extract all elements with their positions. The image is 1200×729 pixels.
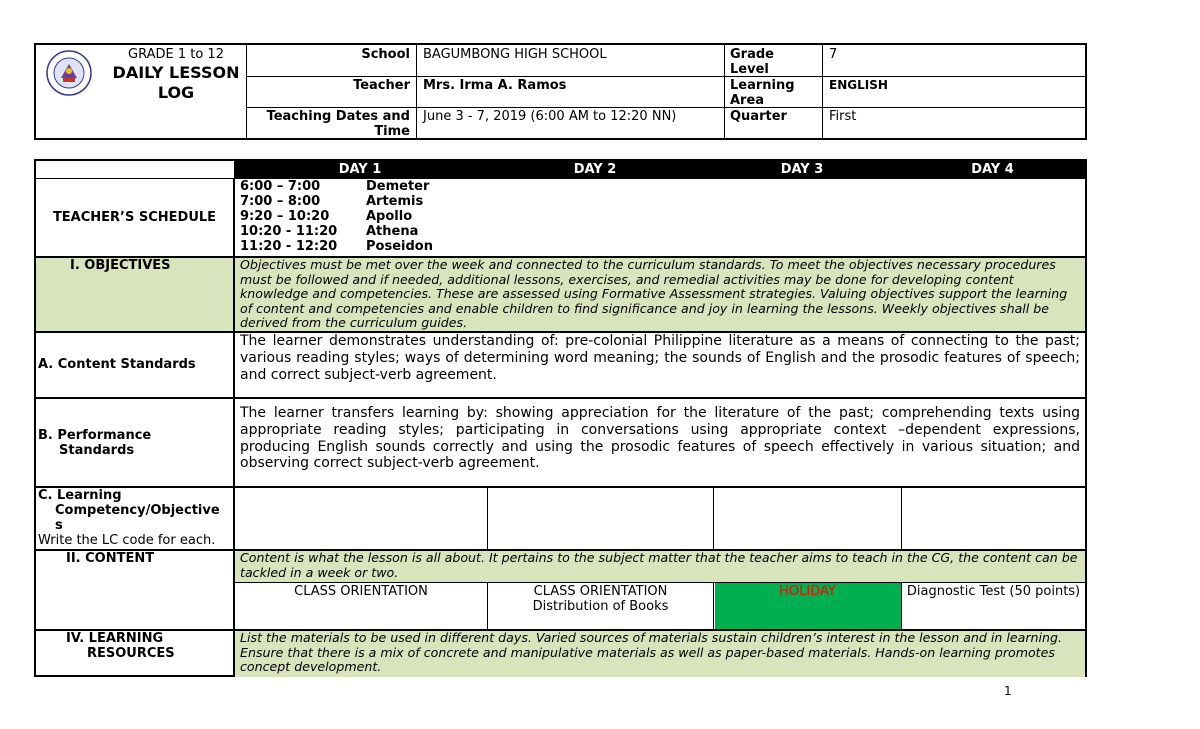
schedule-row: 10:20 - 11:20 Athena <box>240 224 419 239</box>
quarter-value: First <box>829 109 857 124</box>
learning-area-label: Learning Area <box>730 78 795 108</box>
teacher-label: Teacher <box>353 78 410 93</box>
objectives-label: I. OBJECTIVES <box>70 258 171 273</box>
title-line-1: DAILY LESSON <box>112 63 240 82</box>
day-header-4: DAY 4 <box>900 161 1085 178</box>
learning-area-value: ENGLISH <box>829 78 888 92</box>
day-header-2: DAY 2 <box>486 161 704 178</box>
resources-label: IV. LEARNING RESOURCES <box>66 631 175 661</box>
dates-label: Teaching Dates and Time <box>266 109 410 139</box>
day-header-1: DAY 1 <box>234 161 486 178</box>
school-value: BAGUMBONG HIGH SCHOOL <box>423 47 607 62</box>
content-label: II. CONTENT <box>66 551 155 566</box>
content-standards-label: A. Content Standards <box>38 357 196 372</box>
performance-standards-text: The learner transfers learning by: showing appreciation for the literature of the past; comprehending texts using appropriate reading styles; participating in conversations using appropriate context –dependent expressions, producing English sounds correctly and using the prosodic features of speech effectively in various situation; and observing correct subject-verb agreement. <box>240 405 1080 472</box>
schedule-list <box>240 179 540 254</box>
content-day1: CLASS ORIENTATION <box>294 584 428 599</box>
teacher-value: Mrs. Irma A. Ramos <box>423 78 567 93</box>
school-label: School <box>361 47 410 62</box>
logo-cell <box>36 45 246 138</box>
title-line-2: LOG <box>157 83 195 102</box>
schedule-row: 6:00 – 7:00 Demeter <box>240 179 430 194</box>
objectives-text: Objectives must be met over the week and connected to the curriculum standards. To meet the objectives necessary procedures must be followed and if needed, additional lessons, exercises, and remedial activities may be done for developing content knowledge and competencies. These are assessed using Formative Assessment strategies. Valuing objectives support the learning of content and competencies and enable children to find significance and joy in learning the lessons. Weekly objectives shall be derived from the curriculum guides. <box>240 257 1068 331</box>
page-title <box>96 63 256 103</box>
schedule-row: 9:20 – 10:20 Apollo <box>240 209 413 224</box>
content-day4: Diagnostic Test (50 points) <box>906 584 1081 599</box>
content-day2: CLASS ORIENTATION Distribution of Books <box>532 584 669 614</box>
content-standards-text: The learner demonstrates understanding of: pre-colonial Philippine literature as a means of connecting to the past; various reading styles; ways of determining word meaning; the sounds of English and the prosodic features of speech; and correct subject-verb agreement. <box>240 333 1080 383</box>
grade-range: GRADE 1 to 12 <box>128 47 224 62</box>
content-text: Content is what the lesson is all about. It pertains to the subject matter that the teacher aims to teach in the CG, the content can be tackled in a week or two. <box>240 550 1078 580</box>
resources-text: List the materials to be used in different days. Varied sources of materials sustain children’s interest in the lesson and in learning. Ensure that there is a mix of concrete and manipulative materials as well as paper-based materials. Hands-on learning promotes concept development. <box>240 630 1062 675</box>
content-day3-holiday: HOLIDAY <box>779 584 836 599</box>
schedule-row: 11:20 - 12:20 Poseidon <box>240 239 433 254</box>
grade-level-label: Grade Level <box>730 47 774 77</box>
day-header-3: DAY 3 <box>704 161 900 178</box>
lesson-log-table <box>34 159 1087 677</box>
grade-level-value: 7 <box>829 47 838 62</box>
schedule-label: TEACHER’S SCHEDULE <box>52 210 217 225</box>
competency-note: Write the LC code for each. <box>38 533 216 548</box>
header-table <box>34 43 1087 140</box>
quarter-label: Quarter <box>730 109 787 124</box>
competency-label: C. Learning Competency/Objective s Write the LC code for each. <box>38 488 232 548</box>
deped-seal-icon <box>46 50 92 96</box>
dates-value: June 3 - 7, 2019 (6:00 AM to 12:20 NN) <box>423 109 677 124</box>
performance-standards-label: B. Performance Standards <box>38 428 152 458</box>
page-number: 1 <box>1004 684 1012 698</box>
schedule-row: 7:00 – 8:00 Artemis <box>240 194 424 209</box>
